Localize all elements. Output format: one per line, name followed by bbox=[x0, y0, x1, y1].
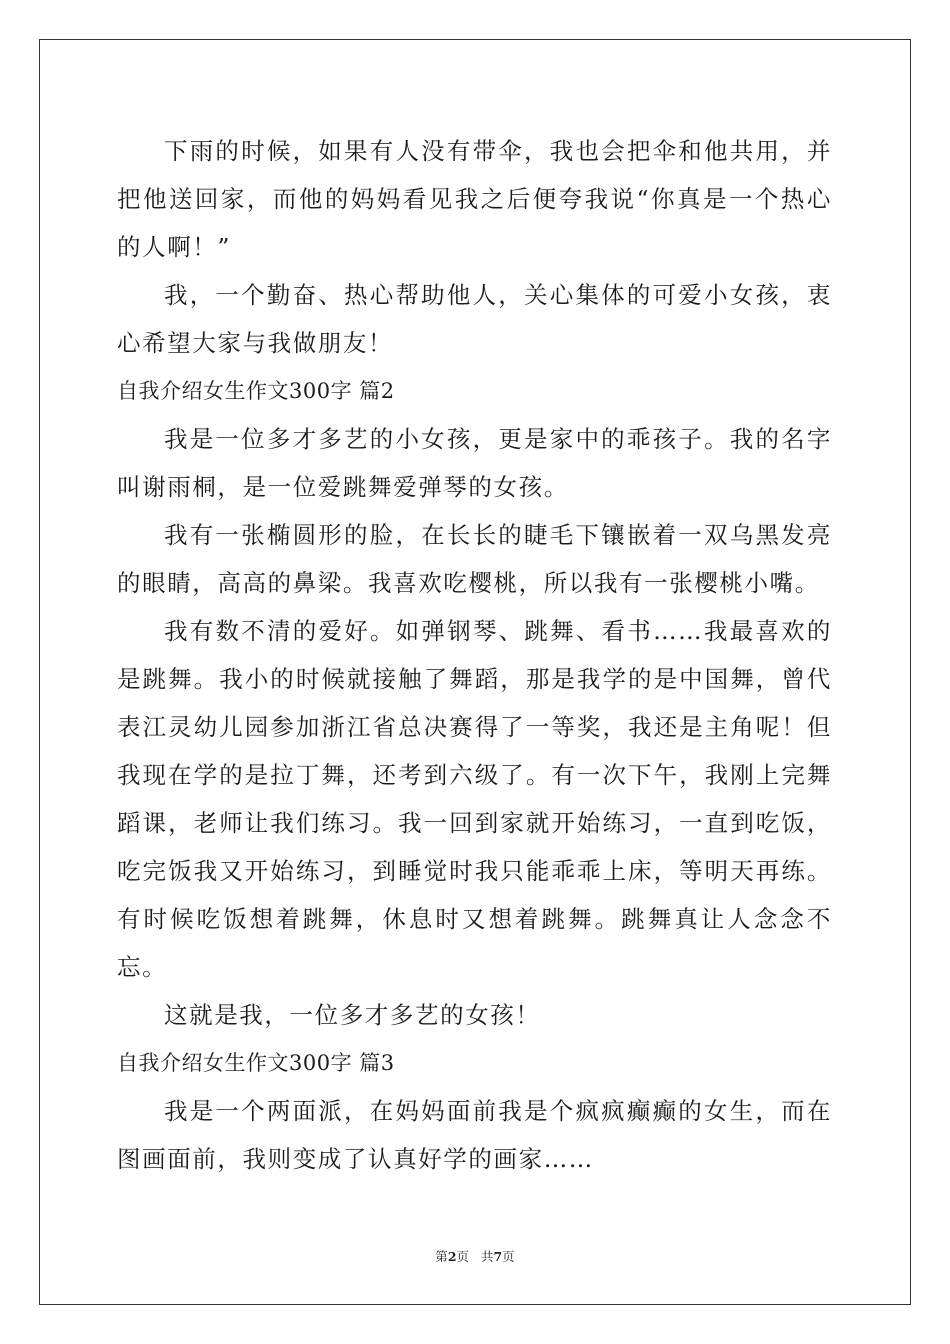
document-body bbox=[117, 127, 832, 1183]
total-pages-prefix: 共 bbox=[480, 1249, 494, 1264]
paragraph: 我是一位多才多艺的小女孩，更是家中的乖孩子。我的名字叫谢雨桐，是一位爱跳舞爱弹琴的女孩。 bbox=[117, 425, 832, 501]
paragraph: 这就是我，一位多才多艺的女孩！ bbox=[164, 1001, 541, 1029]
paragraph: 我有数不清的爱好。如弹钢琴、跳舞、看书……我最喜欢的是跳舞。我小的时候就接触了舞蹈，那是我学的是中国舞，曾代表江灵幼儿园参加浙江省总决赛得了一等奖，我还是主角呢！但我现在学的是拉丁舞，还考到六级了。有一次下午，我刚上完舞蹈课，老师让我们练习。我一回到家就开始练习，一直到吃饭，吃完饭我又开始练习，到睡觉时我只能乖乖上床，等明天再练。有时候吃饭想着跳舞，休息时又想着跳舞。跳舞真让人念念不忘。 bbox=[117, 617, 832, 981]
total-pages-suffix: 页 bbox=[502, 1249, 515, 1264]
total-pages-number: 7 bbox=[493, 1249, 503, 1264]
page-number-prefix: 第 bbox=[435, 1249, 448, 1264]
paragraph: 我是一个两面派，在妈妈面前我是个疯疯癫癫的女生，而在图画面前，我则变成了认真好学的画家…… bbox=[117, 1097, 832, 1173]
paragraph: 下雨的时候，如果有人没有带伞，我也会把伞和他共用，并把他送回家，而他的妈妈看见我之后便夸我说“你真是一个热心的人啊！” bbox=[117, 137, 832, 261]
paragraph: 我有一张椭圆形的脸，在长长的睫毛下镶嵌着一双乌黑发亮的眼睛，高高的鼻梁。我喜欢吃樱桃，所以我有一张樱桃小嘴。 bbox=[117, 521, 832, 597]
page-footer bbox=[0, 1247, 950, 1265]
page-number-suffix: 页 bbox=[456, 1249, 470, 1264]
section-heading: 自我介绍女生作文300字 篇3 bbox=[117, 1051, 395, 1075]
paragraph: 我，一个勤奋、热心帮助他人，关心集体的可爱小女孩，衷心希望大家与我做朋友！ bbox=[117, 281, 832, 357]
section-heading: 自我介绍女生作文300字 篇2 bbox=[117, 379, 395, 403]
current-page-number: 2 bbox=[447, 1249, 457, 1264]
